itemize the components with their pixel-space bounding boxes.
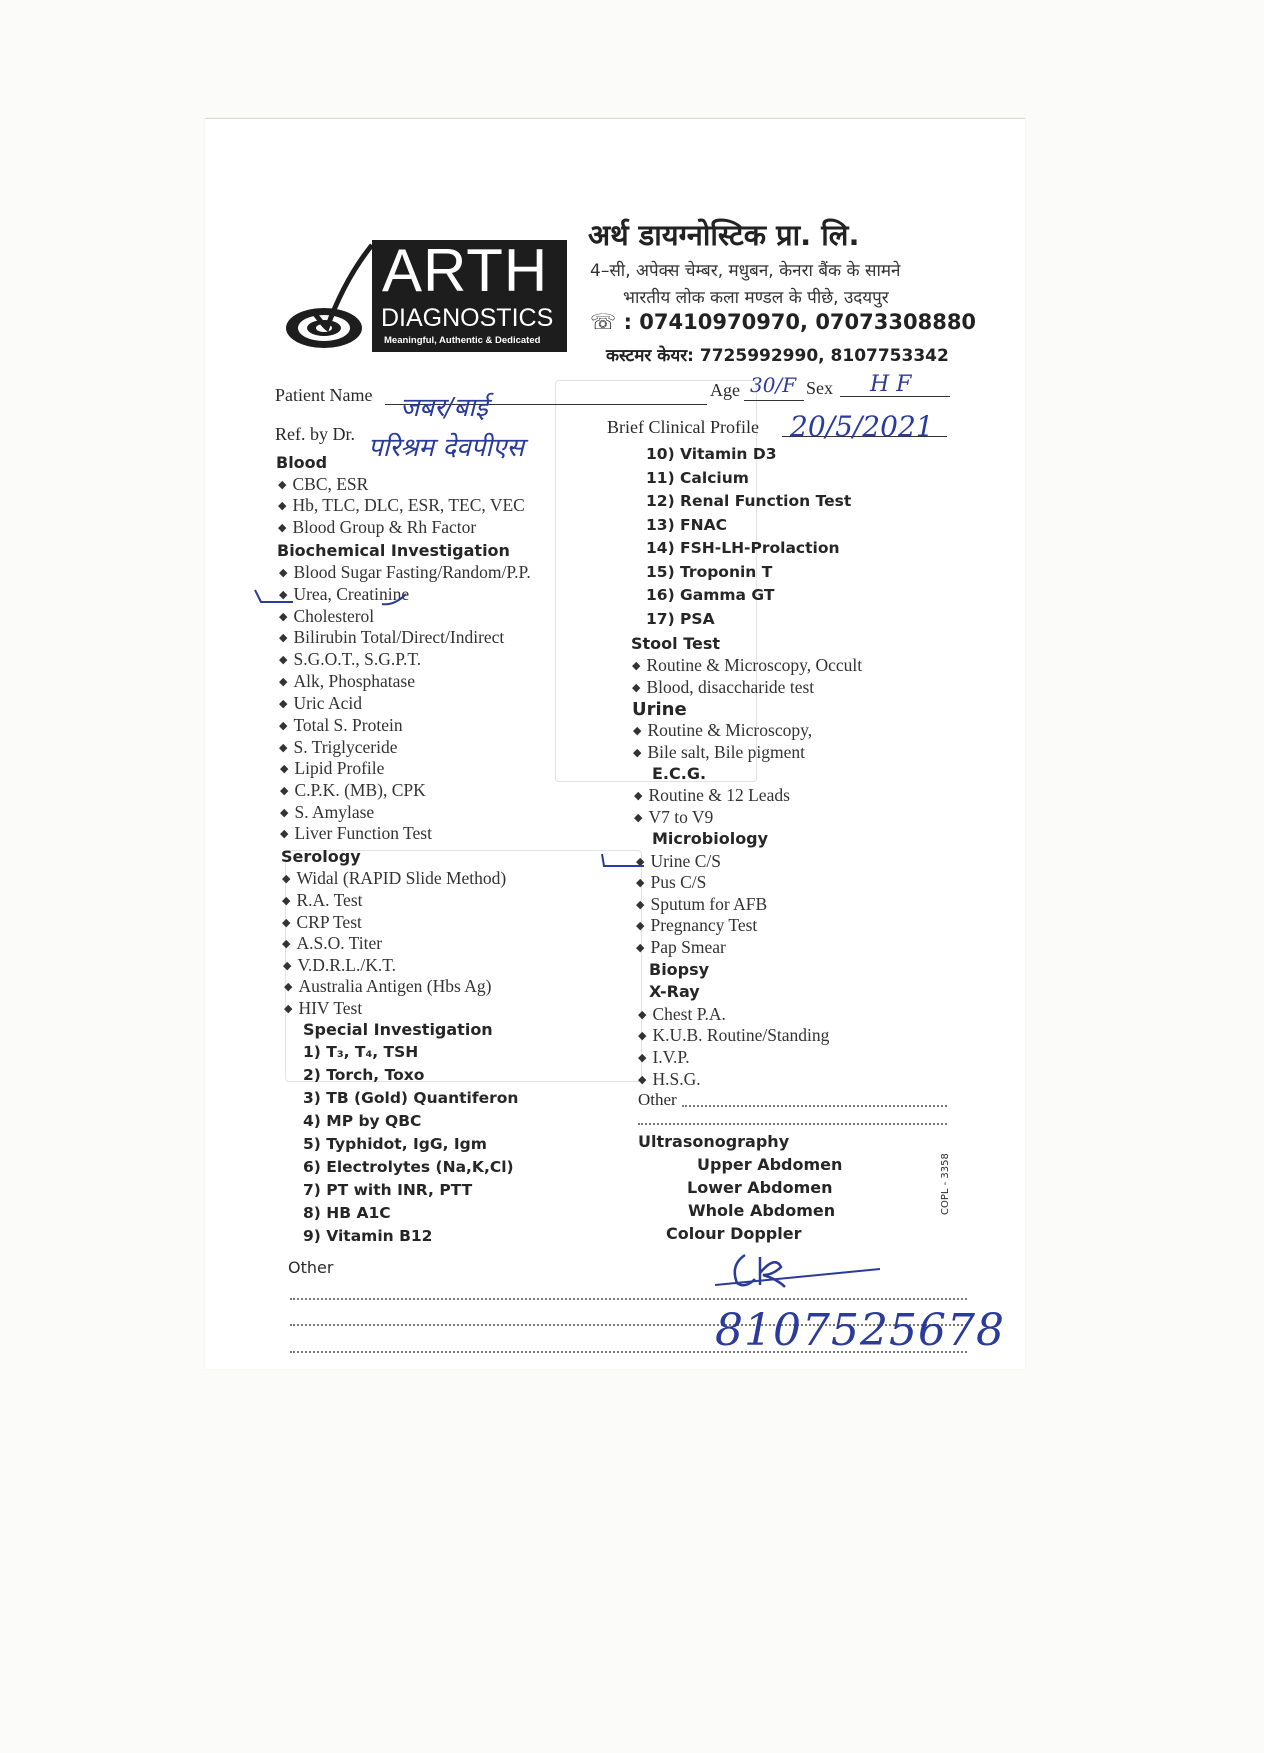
hindi-company-name: अर्थ डायग्नोस्टिक प्रा. लि. <box>588 218 860 252</box>
list-item[interactable]: ◆ V7 to V9 <box>634 807 714 827</box>
bullet-icon: ◆ <box>282 938 291 950</box>
list-item[interactable]: ◆ Bile salt, Bile pigment <box>633 742 805 762</box>
bullet-icon: ◆ <box>284 1003 293 1015</box>
section-special: Special Investigation <box>303 1020 493 1039</box>
handwritten-phone: 8107525678 <box>715 1305 1005 1356</box>
bullet-icon: ◆ <box>279 567 288 579</box>
list-item[interactable]: ◆ Blood Group & Rh Factor <box>278 517 477 537</box>
bullet-icon: ◆ <box>280 785 289 797</box>
other-dotted-line-right[interactable] <box>682 1105 947 1107</box>
bullet-icon: ◆ <box>636 942 645 954</box>
section-ultrasonography: Ultrasonography <box>638 1132 790 1151</box>
list-item-checked[interactable]: ◆ Urea, Creatinine <box>279 584 410 604</box>
customer-care-label: कस्टमर केयर: <box>606 346 694 366</box>
list-item[interactable]: 5) Typhidot, IgG, Igm <box>303 1135 487 1153</box>
sex-value[interactable]: H F <box>870 372 912 397</box>
list-item[interactable]: ◆ Lipid Profile <box>280 758 385 778</box>
list-item[interactable]: ◆ H.S.G. <box>638 1069 701 1089</box>
list-item[interactable]: ◆ Total S. Protein <box>279 715 403 735</box>
ref-label: Ref. by Dr. <box>275 424 355 444</box>
list-item[interactable]: 15) Troponin T <box>646 563 773 581</box>
age-line <box>744 400 804 401</box>
customer-care-numbers: 7725992990, 8107753342 <box>699 346 949 366</box>
list-item[interactable]: ◆ Uric Acid <box>279 693 362 713</box>
list-item[interactable]: Colour Doppler <box>666 1224 802 1243</box>
bullet-icon: ◆ <box>636 899 645 911</box>
patient-name-label: Patient Name <box>275 385 373 405</box>
bullet-icon: ◆ <box>638 1009 647 1021</box>
age-label: Age <box>710 380 740 400</box>
list-item[interactable]: ◆ HIV Test <box>284 998 363 1018</box>
bullet-icon: ◆ <box>282 917 291 929</box>
phone-icon: ☏ : <box>590 310 632 334</box>
brand-sub: DIAGNOSTICS <box>381 304 554 332</box>
bullet-icon: ◆ <box>279 676 288 688</box>
list-item[interactable]: 10) Vitamin D3 <box>646 445 777 463</box>
list-item[interactable]: ◆ A.S.O. Titer <box>282 933 383 953</box>
bullet-icon: ◆ <box>280 763 289 775</box>
section-stool: Stool Test <box>631 634 721 653</box>
logo-box <box>372 237 567 352</box>
check-mark-icon <box>253 586 323 610</box>
brand-main: ARTH <box>382 237 549 304</box>
list-item[interactable]: ◆ Blood, disaccharide test <box>632 677 815 697</box>
bullet-icon: ◆ <box>636 856 645 868</box>
ref-value[interactable]: परिश्रम देवपीएस <box>368 433 525 463</box>
bullet-icon: ◆ <box>278 522 287 534</box>
bullet-icon: ◆ <box>279 654 288 666</box>
bullet-icon: ◆ <box>278 500 287 512</box>
bullet-icon: ◆ <box>284 981 293 993</box>
bullet-icon: ◆ <box>283 960 292 972</box>
phone-numbers: 07410970970, 07073308880 <box>639 310 977 334</box>
clinical-profile-label: Brief Clinical Profile <box>607 417 759 437</box>
bullet-icon: ◆ <box>633 725 642 737</box>
section-ecg: E.C.G. <box>652 764 707 783</box>
bullet-icon: ◆ <box>280 828 289 840</box>
list-item[interactable]: Upper Abdomen <box>697 1155 843 1174</box>
bullet-icon: ◆ <box>638 1052 647 1064</box>
bullet-icon: ◆ <box>634 812 643 824</box>
address-line-1: 4–सी, अपेक्स चेम्बर, मधुबन, केनरा बैंक के सामने <box>590 261 901 281</box>
sex-label: Sex <box>806 378 833 398</box>
patient-name-value[interactable]: जबर/बाई <box>400 393 488 423</box>
list-item[interactable]: 13) FNAC <box>646 516 727 534</box>
list-item[interactable]: ◆ Blood Sugar Fasting/Random/P.P. <box>279 562 531 582</box>
list-item[interactable]: ◆ I.V.P. <box>638 1047 690 1067</box>
other-label-left: Other <box>288 1258 334 1277</box>
list-item[interactable]: ◆ Pregnancy Test <box>636 915 758 935</box>
logo-target-icon <box>282 240 377 355</box>
list-item[interactable]: 3) TB (Gold) Quantiferon <box>303 1089 519 1107</box>
bullet-icon: ◆ <box>279 611 288 623</box>
bullet-icon: ◆ <box>279 742 288 754</box>
list-item[interactable]: 9) Vitamin B12 <box>303 1227 433 1245</box>
list-item[interactable]: ◆ R.A. Test <box>282 890 363 910</box>
bullet-icon: ◆ <box>278 479 287 491</box>
list-item[interactable]: ◆ Liver Function Test <box>280 823 432 843</box>
bullet-icon: ◆ <box>279 698 288 710</box>
check-mark-icon <box>600 852 650 874</box>
list-item[interactable]: ◆ Routine & Microscopy, Occult <box>632 655 863 675</box>
list-item[interactable]: 16) Gamma GT <box>646 586 775 604</box>
age-value[interactable]: 30/F <box>750 373 797 397</box>
clinical-profile-value[interactable]: 20/5/2021 <box>790 410 934 443</box>
list-item[interactable]: ◆ Routine & 12 Leads <box>634 785 790 805</box>
list-item-checked[interactable]: ◆ Urine C/S <box>636 851 721 871</box>
address-line-2: भारतीय लोक कला मण्डल के पीछे, उदयपुर <box>623 288 889 308</box>
bullet-icon: ◆ <box>279 720 288 732</box>
list-item[interactable]: 4) MP by QBC <box>303 1112 422 1130</box>
other-dotted-line-right[interactable] <box>638 1123 947 1125</box>
urea-strike-icon <box>380 588 420 608</box>
list-item[interactable]: ◆ Pap Smear <box>636 937 726 957</box>
list-item[interactable]: ◆ S. Triglyceride <box>279 737 398 757</box>
section-microbiology: Microbiology <box>652 829 769 848</box>
list-item[interactable]: 7) PT with INR, PTT <box>303 1181 473 1199</box>
bullet-icon: ◆ <box>638 1030 647 1042</box>
list-item[interactable]: ◆ S. Amylase <box>280 802 375 822</box>
section-blood: Blood <box>276 453 328 472</box>
bullet-icon: ◆ <box>632 660 641 672</box>
list-item[interactable]: ◆ Alk, Phosphatase <box>279 671 415 691</box>
section-biochemical: Biochemical Investigation <box>277 541 510 560</box>
list-item[interactable]: ◆ Chest P.A. <box>638 1004 726 1024</box>
section-biopsy: Biopsy <box>649 960 710 979</box>
list-item[interactable]: 14) FSH-LH-Prolaction <box>646 539 840 557</box>
bullet-icon: ◆ <box>282 895 291 907</box>
list-item[interactable]: 6) Electrolytes (Na,K,Cl) <box>303 1158 514 1176</box>
list-item[interactable]: 8) HB A1C <box>303 1204 391 1222</box>
list-item[interactable]: Whole Abdomen <box>688 1201 836 1220</box>
brand-tagline: Meaningful, Authentic & Dedicated <box>384 335 541 346</box>
list-item[interactable]: ◆ S.G.O.T., S.G.P.T. <box>279 649 422 669</box>
list-item[interactable]: ◆ Bilirubin Total/Direct/Indirect <box>279 627 505 647</box>
list-item[interactable]: 2) Torch, Toxo <box>303 1066 425 1084</box>
copl-code: COPL - 3358 <box>940 1153 951 1215</box>
bullet-icon: ◆ <box>634 790 643 802</box>
list-item[interactable]: ◆ CRP Test <box>282 912 362 932</box>
list-item[interactable]: Lower Abdomen <box>687 1178 833 1197</box>
bullet-icon: ◆ <box>633 747 642 759</box>
bullet-icon: ◆ <box>279 632 288 644</box>
list-item[interactable]: ◆ Pus C/S <box>636 872 707 892</box>
phone-row <box>590 310 976 334</box>
list-item[interactable]: ◆ V.D.R.L./K.T. <box>283 955 396 975</box>
section-xray: X-Ray <box>649 982 700 1001</box>
list-item[interactable]: ◆ Cholesterol <box>279 606 375 626</box>
customer-care-row <box>606 343 949 366</box>
signature-icon <box>715 1245 895 1305</box>
bullet-icon: ◆ <box>279 589 288 601</box>
list-item[interactable]: 17) PSA <box>646 610 715 628</box>
section-serology: Serology <box>281 847 361 866</box>
list-item[interactable]: ◆ Routine & Microscopy, <box>633 720 813 740</box>
list-item[interactable]: ◆ Australia Antigen (Hbs Ag) <box>284 976 492 996</box>
list-item[interactable]: ◆ C.P.K. (MB), CPK <box>280 780 426 800</box>
section-urine: Urine <box>632 699 687 720</box>
bullet-icon: ◆ <box>638 1074 647 1086</box>
list-item[interactable]: 1) T₃, T₄, TSH <box>303 1043 419 1061</box>
list-item[interactable]: 12) Renal Function Test <box>646 492 852 510</box>
bullet-icon: ◆ <box>632 682 641 694</box>
list-item[interactable]: ◆ Sputum for AFB <box>636 894 768 914</box>
list-item[interactable]: ◆ Hb, TLC, DLC, ESR, TEC, VEC <box>278 495 525 515</box>
other-label-right: Other <box>638 1090 677 1109</box>
bullet-icon: ◆ <box>636 920 645 932</box>
bullet-icon: ◆ <box>282 873 291 885</box>
list-item[interactable]: ◆ K.U.B. Routine/Standing <box>638 1025 830 1045</box>
list-item[interactable]: 11) Calcium <box>646 469 749 487</box>
list-item[interactable]: ◆ Widal (RAPID Slide Method) <box>282 868 507 888</box>
bullet-icon: ◆ <box>636 877 645 889</box>
bullet-icon: ◆ <box>280 807 289 819</box>
list-item[interactable]: ◆ CBC, ESR <box>278 474 369 494</box>
